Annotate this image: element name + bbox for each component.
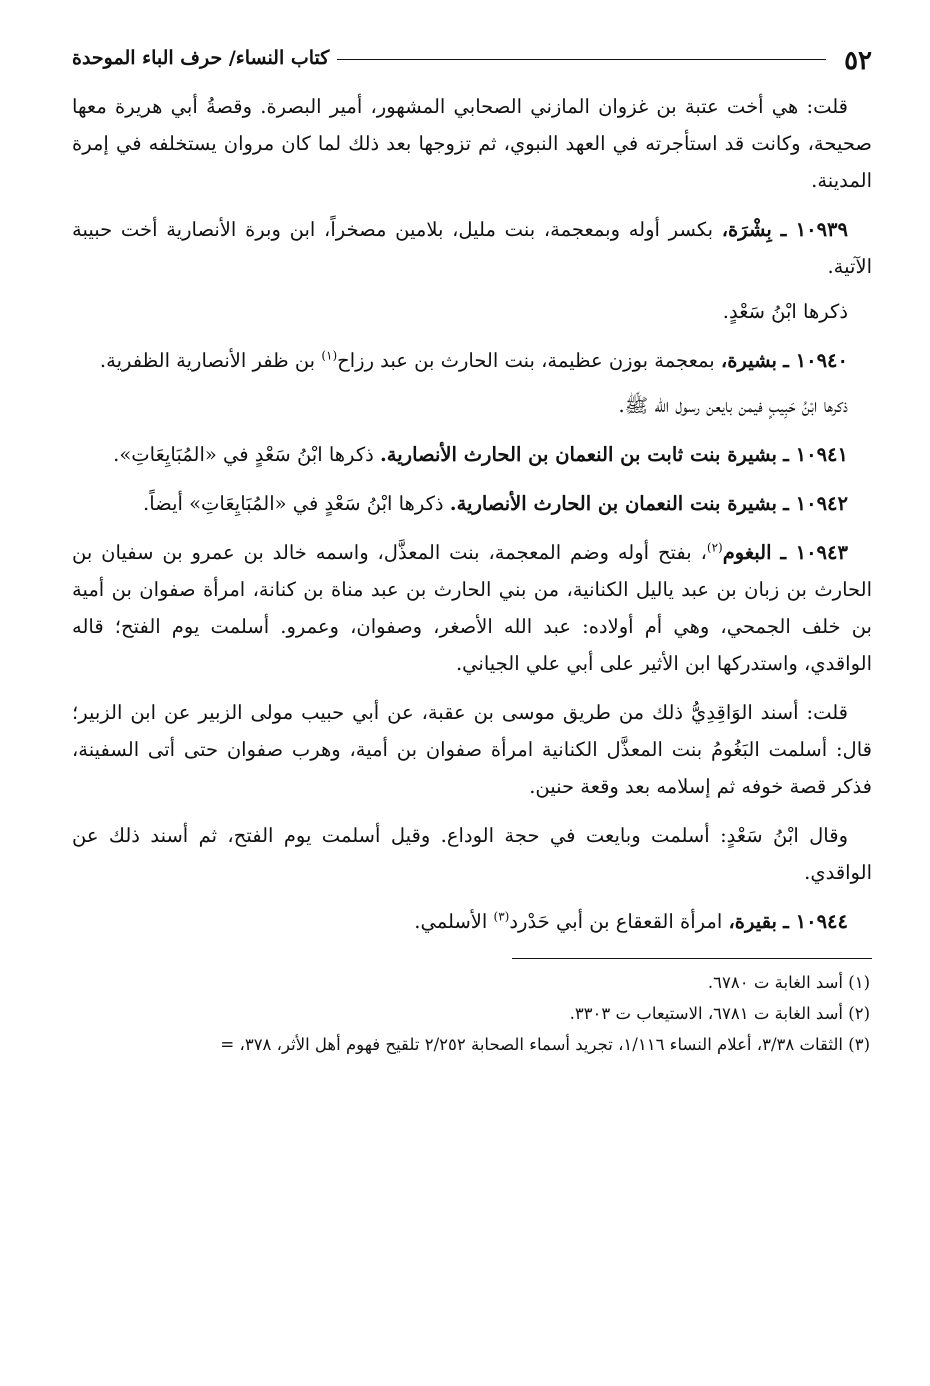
entry-number: ١٠٩٤٠ ـ [783, 349, 848, 372]
page-number: ٥٢ [844, 46, 872, 76]
main-text [72, 88, 872, 940]
paragraph-text: قلت: هي أخت عتبة بن غزوان المازني الصحابي المشهور، أمير البصرة. وقصةُ أبي هريرة معها صحيحة، وكانت قد استأجرته في العهد النبوي، ثم تزوجها بعد ذلك لما كان مروان يستخلفه في إمرة المدينة. [72, 95, 872, 192]
paragraph-note-1 [72, 88, 872, 199]
paragraph-citation [72, 293, 872, 330]
entry-text: ذكرها ابْنُ سَعْدٍ في «المُبَايِعَاتِ». [113, 443, 374, 466]
footnote-rule [512, 958, 872, 959]
entry-10944 [72, 903, 872, 940]
footnotes [72, 967, 872, 1060]
entry-number: ١٠٩٤٢ ـ [783, 492, 848, 515]
paragraph-text: قلت: أسند الوَاقِدِيُّ ذلك من طريق موسى بن عقبة، عن أبي حبيب مولى الزبير عن ابن الزبير؛ قال: أسلمت البَغُومُ بنت المعذَّل الكنانية امرأة صفوان بن أمية، وهرب صفوان حتى أتى السفينة، فذكر قصة خوفه ثم إسلامه بعد وقعة حنين. [72, 701, 872, 798]
running-head [72, 30, 872, 74]
footnote-ref-2[interactable]: (٢) [706, 540, 723, 555]
paragraph-note-2 [72, 694, 872, 805]
entry-text: ذكرها ابْنُ سَعْدٍ في «المُبَايِعَاتِ» أيضاً. [143, 492, 444, 515]
entry-name: بشيرة بنت ثابت بن النعمان بن الحارث الأنصارية. [380, 443, 777, 466]
entry-10940 [72, 342, 872, 379]
footnote-1: (١) أسد الغابة ت ٦٧٨٠. [707, 973, 870, 992]
entry-text-continued: الأسلمي. [414, 910, 488, 933]
paragraph-citation [72, 387, 872, 424]
paragraph-text: ذكرها ابْنُ حَبِيبٍ فيمن بايعن رسول الله ﷺ. [618, 394, 848, 417]
header-rule [337, 59, 826, 60]
footnote-ref-1[interactable]: (١) [321, 348, 338, 363]
entry-name: بشيرة بنت النعمان بن الحارث الأنصارية. [449, 492, 777, 515]
entry-10943 [72, 534, 872, 682]
entry-name: بقيرة، [728, 910, 777, 933]
entry-number: ١٠٩٤٤ ـ [783, 910, 848, 933]
paragraph-text: وقال ابْنُ سَعْدٍ: أسلمت وبايعت في حجة الوداع. وقيل أسلمت يوم الفتح، ثم أسند ذلك عن الواقدي. [72, 824, 872, 884]
footnote-2: (٢) أسد الغابة ت ٦٧٨١، الاستيعاب ت ٣٣٠٣. [569, 1004, 870, 1023]
paragraph-text: ذكرها ابْنُ سَعْدٍ. [722, 300, 848, 323]
entry-name: بِشْرَة، [721, 218, 772, 241]
entry-number: ١٠٩٤١ ـ [783, 443, 848, 466]
entry-text: بمعجمة بوزن عظيمة، بنت الحارث بن عبد رزاح [337, 349, 715, 372]
entry-10939 [72, 211, 872, 285]
book-page [72, 30, 872, 1060]
entry-10941 [72, 436, 872, 473]
entry-name: البغوم [722, 541, 772, 564]
running-title: كتاب النساء/ حرف الباء الموحدة [72, 47, 330, 70]
footnote-3: (٣) الثقات ٣/٣٨، أعلام النساء ١/١١٦، تجريد أسماء الصحابة ٢/٢٥٢ تلقيح فهوم أهل الأثر، ٣٧٨، = [220, 1035, 870, 1054]
entry-text: امرأة القعقاع بن أبي حَدْرد [509, 910, 723, 933]
entry-number: ١٠٩٣٩ ـ [780, 218, 848, 241]
footnote-ref-3[interactable]: (٣) [493, 909, 510, 924]
paragraph-note-3 [72, 817, 872, 891]
entry-text: ، بفتح أوله وضم المعجمة، بنت المعذَّل، واسمه خالد بن عمرو بن سفيان بن الحارث بن زبان بن عبد ياليل الكنانية، من بني الحارث بن عبد مناة بن كنانة، امرأة صفوان بن أمية بن خلف الجمحي، وهي أم أولاده: عبد الله الأصغر، وصفوان، وعمرو. أسلمت يوم الفتح؛ قاله الواقدي، واستدركها ابن الأثير على أبي علي الجياني. [72, 541, 872, 675]
entry-number: ١٠٩٤٣ ـ [780, 541, 848, 564]
entry-text: بكسر أوله وبمعجمة، بنت مليل، بلامين مصخراً، ابن وبرة الأنصارية أخت حبيبة الآتية. [72, 218, 872, 278]
entry-10942 [72, 485, 872, 522]
entry-text-continued: بن ظفر الأنصارية الظفرية. [99, 349, 316, 372]
entry-name: بشيرة، [720, 349, 777, 372]
